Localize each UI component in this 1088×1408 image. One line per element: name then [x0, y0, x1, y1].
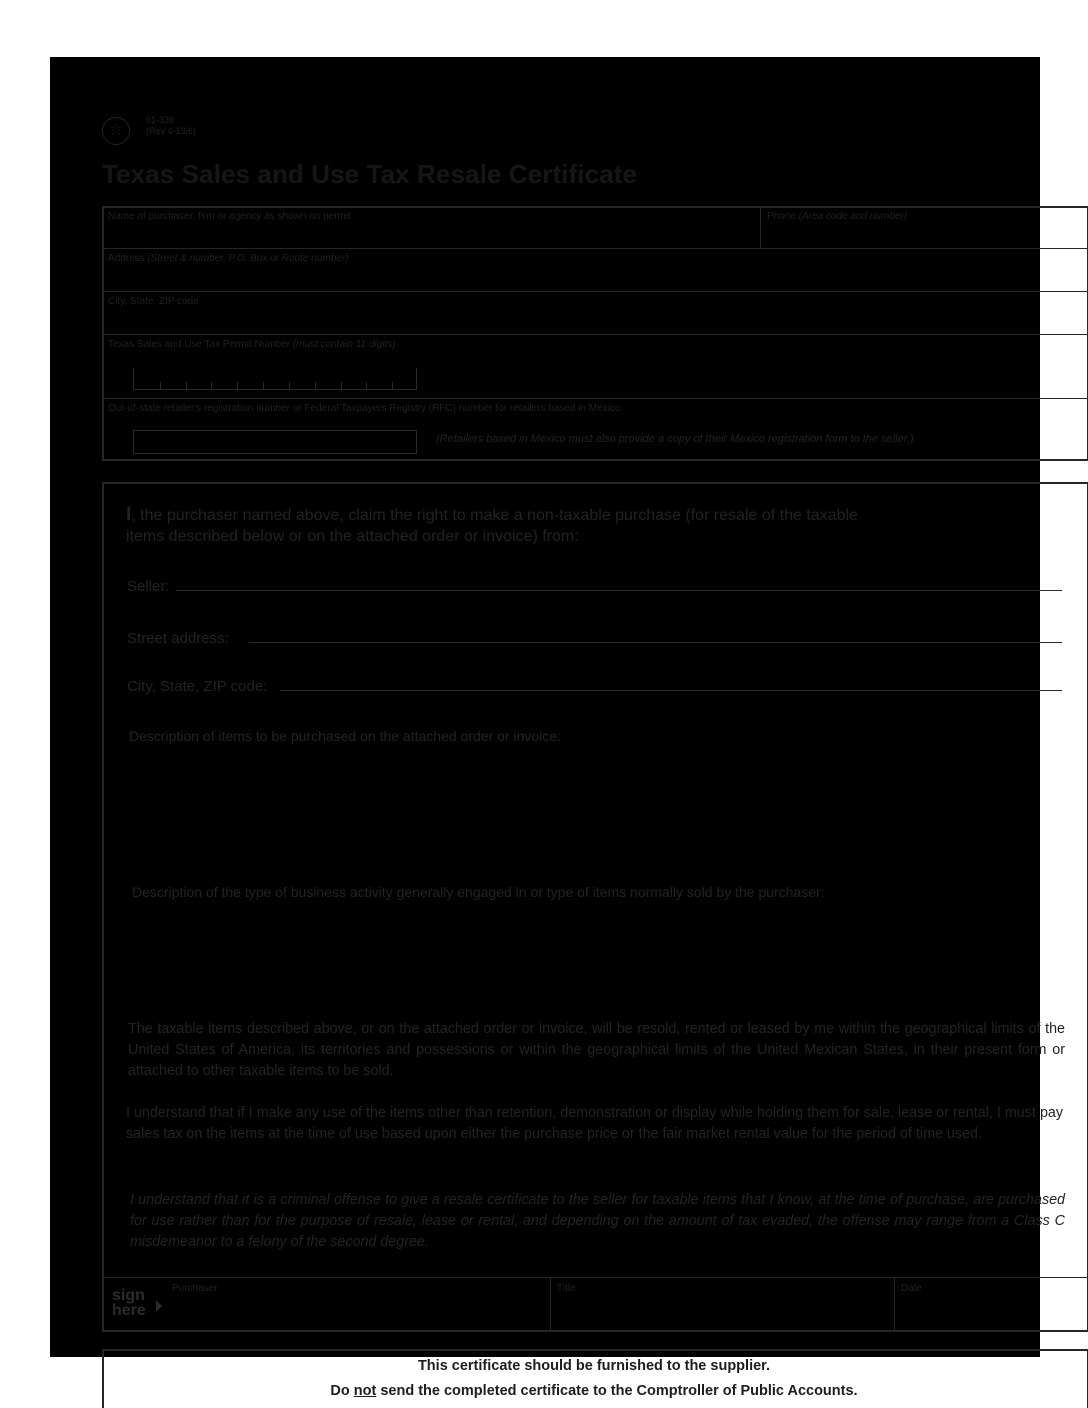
purchaser-signature-field[interactable] — [170, 1297, 546, 1327]
title-label: Title — [557, 1283, 576, 1294]
claim-line-1: , the purchaser named above, claim the right to make a non-taxable purchase (for resale of the taxable — [131, 507, 858, 524]
resale-certificate-form — [50, 57, 1065, 1399]
digit-separator — [186, 382, 187, 389]
address-field[interactable] — [104, 267, 1086, 289]
digit-separator — [237, 382, 238, 389]
date-label: Date — [901, 1283, 923, 1294]
purchaser-name-field[interactable] — [104, 224, 758, 246]
business-description-label: Description of the type of business activity generally engaged in or type of items normally sold by the purchaser: — [132, 884, 825, 900]
divider — [103, 1277, 1088, 1278]
digit-separator — [392, 382, 393, 389]
divider — [103, 248, 1088, 249]
digit-separator — [160, 382, 161, 389]
claim-line-2: items described below or on the attached order or invoice) from: — [126, 528, 579, 545]
date-field[interactable] — [898, 1297, 1084, 1327]
footer-line-2: Do not send the completed certificate to the Comptroller of Public Accounts. — [330, 1383, 858, 1399]
city-state-zip-field[interactable] — [104, 310, 1086, 332]
claim-statement — [126, 504, 858, 547]
digit-separator — [211, 382, 212, 389]
digit-separator — [366, 382, 367, 389]
city-state-zip-label: City, State, ZIP code — [108, 296, 199, 307]
digit-separator — [263, 382, 264, 389]
sign-here-label: sign here — [112, 1287, 146, 1319]
use-tax-statement: I understand that if I make any use of the items other than retention, demonstration or display while holding them for sale, lease or rental, I must pay sales tax on the items at the time of use based upon either the purchase price or the fair market rental value for the period of time used. — [126, 1105, 1063, 1142]
divider — [103, 334, 1088, 335]
address-label: Address (Street & number, P.O. Box or Route number) — [108, 253, 349, 264]
seller-city-state-zip-field[interactable] — [280, 690, 1062, 691]
mexico-registration-note: (Retailers based in Mexico must also provide a copy of their Mexico registration form to the seller.) — [436, 433, 914, 445]
divider — [103, 291, 1088, 292]
items-description-field[interactable] — [128, 749, 1063, 869]
out-of-state-registration-label: Out-of-state retailer's registration number or Federal Taxpayers Registry (RFC) number for retailers based in Mexico — [108, 403, 621, 414]
form-number-block — [132, 115, 252, 145]
business-description-field[interactable] — [128, 905, 1063, 1015]
phone-label: Phone (Area code and number) — [767, 211, 908, 222]
phone-field[interactable] — [762, 224, 1086, 246]
permit-number-field[interactable] — [133, 368, 417, 390]
seller-city-state-zip-label: City, State, ZIP code: — [127, 678, 268, 695]
divider — [760, 207, 761, 248]
street-address-label: Street address: — [127, 630, 229, 647]
resale-statement: The taxable items described above, or on the attached order or invoice, will be resold, rented or leased by me within the geographical limits of the United States of America, its territories and possessions or within the geographical limits of the United Mexican States, in their present form or attached to other taxable items to be sold. — [128, 1021, 1065, 1079]
title-field[interactable] — [554, 1297, 890, 1327]
out-of-state-registration-field[interactable] — [133, 430, 417, 454]
footer-line-1: This certificate should be furnished to the supplier. — [417, 1358, 771, 1374]
street-address-field[interactable] — [249, 642, 1062, 643]
seller-label: Seller: — [127, 578, 170, 595]
digit-separator — [341, 382, 342, 389]
purchaser-signature-label: Purchaser — [172, 1283, 218, 1294]
texas-seal-icon: ☆ — [102, 117, 130, 145]
criminal-offense-statement: I understand that it is a criminal offense to give a resale certificate to the seller for taxable items that I know, at the time of purchase, are purchased for use rather than for the purpose of resale, lease or rental, and depending on the amount of tax evaded, the offense may range from a Class C misdemeanor to a felony of the second degree. — [130, 1192, 1065, 1250]
digit-separator — [315, 382, 316, 389]
page-title: Texas Sales and Use Tax Resale Certificate — [102, 159, 638, 189]
permit-number-label: Texas Sales and Use Tax Permit Number (must contain 11 digits) — [108, 339, 396, 350]
claim-lead: I — [126, 504, 132, 525]
divider — [103, 398, 1088, 399]
sign-here-arrow-icon — [156, 1300, 162, 1312]
divider — [894, 1278, 895, 1330]
purchaser-name-label: Name of purchaser, firm or agency as shown on permit — [108, 211, 351, 222]
form-revision: (Rev 4-13/6) — [146, 126, 197, 136]
seller-field[interactable] — [176, 590, 1062, 591]
items-description-label: Description of items to be purchased on the attached order or invoice: — [129, 728, 561, 744]
digit-separator — [289, 382, 290, 389]
divider — [550, 1278, 551, 1330]
form-number: 01-339 — [146, 115, 175, 125]
